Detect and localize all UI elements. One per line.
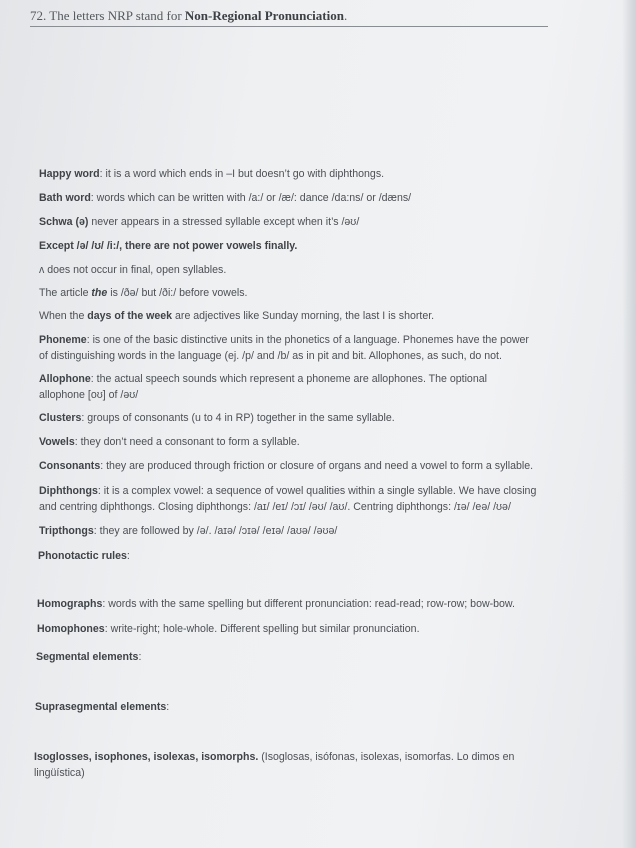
page-header bbox=[30, 6, 548, 27]
term: Diphthongs bbox=[39, 485, 98, 497]
definition: never appears in a stressed syllable except when it’s /əʊ/ bbox=[88, 216, 360, 228]
definition-line1: (Isoglosas, isófonas, isolexas, isomorfas. Lo dimos en bbox=[258, 751, 515, 763]
term: Homophones bbox=[37, 623, 105, 635]
definition: : words which can be written with /a:/ or /æ/: dance /da:ns/ or /dæns/ bbox=[90, 192, 412, 204]
definition-line2: allophone [oʊ] of /əʊ/ bbox=[39, 389, 139, 401]
definition: : they don’t need a consonant to form a syllable. bbox=[74, 436, 300, 448]
term: Vowels bbox=[39, 436, 75, 448]
note-except bbox=[39, 239, 297, 254]
definition: : words with the same spelling but different pronunciation: read-read; row-row; bow-bow. bbox=[102, 598, 515, 610]
note-suprasegmental-elements bbox=[35, 700, 169, 715]
definition: : write-right; hole-whole. Different spelling but similar pronunciation. bbox=[104, 623, 420, 635]
note-caret bbox=[39, 263, 226, 278]
note-bath-word bbox=[39, 191, 411, 206]
note-schwa bbox=[39, 215, 359, 230]
term: Tripthongs bbox=[39, 525, 94, 537]
prefix: When the bbox=[39, 310, 88, 322]
term: Homographs bbox=[37, 598, 103, 610]
definition: : bbox=[126, 550, 130, 562]
definition: Except /ə/ /ʊ/ /i:/, there are not power vowels finally. bbox=[39, 240, 298, 252]
definition: : groups of consonants (u to 4 in RP) together in the same syllable. bbox=[81, 412, 395, 424]
term: Suprasegmental elements bbox=[35, 701, 167, 713]
note-isoglosses bbox=[34, 749, 554, 781]
definition: are adjectives like Sunday morning, the last I is shorter. bbox=[172, 310, 435, 322]
term: Consonants bbox=[39, 460, 101, 472]
header-text: The letters NRP stand for bbox=[46, 8, 185, 23]
definition: : it is a word which ends in –I but doesn’t go with diphthongs. bbox=[99, 168, 385, 180]
term: days of the week bbox=[87, 310, 173, 322]
header-end: . bbox=[343, 8, 348, 23]
definition-line2: lingüística) bbox=[34, 767, 85, 779]
term: Schwa (ə) bbox=[39, 216, 89, 228]
term: Bath word bbox=[39, 192, 91, 204]
definition: ʌ does not occur in final, open syllables. bbox=[39, 264, 227, 276]
definition-line2: of distinguishing words in the language (ej. /p/ and /b/ as in pit and bit. Allophones, as such, do not. bbox=[39, 350, 502, 362]
term: Isoglosses, isophones, isolexas, isomorphs. bbox=[34, 751, 259, 763]
header-number: 72. bbox=[30, 8, 47, 23]
definition-line1: : is one of the basic distinctive units in the phonetics of a language. Phonemes have the power bbox=[86, 334, 529, 346]
definition: : they are produced through friction or closure of organs and need a vowel to form a syllable. bbox=[100, 460, 534, 472]
term: Segmental elements bbox=[36, 651, 139, 663]
definition: is /ðə/ but /ði:/ before vowels. bbox=[107, 287, 248, 299]
note-clusters bbox=[39, 411, 395, 426]
term: Phonotactic rules bbox=[38, 550, 127, 562]
note-days-of-week bbox=[39, 309, 434, 324]
definition: : bbox=[138, 651, 142, 663]
note-consonants bbox=[39, 459, 533, 474]
term: Allophone bbox=[39, 373, 91, 385]
term: Happy word bbox=[39, 168, 100, 180]
header-bold: Non-Regional Pronunciation bbox=[184, 8, 344, 23]
definition-line1: : the actual speech sounds which represent a phoneme are allophones. The optional bbox=[90, 373, 487, 385]
note-happy-word bbox=[39, 167, 384, 182]
note-segmental-elements bbox=[36, 650, 141, 665]
note-article bbox=[39, 286, 247, 301]
note-diphthongs bbox=[39, 483, 559, 515]
note-phoneme bbox=[39, 332, 559, 364]
term: Clusters bbox=[39, 412, 82, 424]
page-edge-shadow bbox=[622, 0, 636, 848]
note-allophone bbox=[39, 371, 559, 403]
note-tripthongs bbox=[39, 524, 337, 539]
note-homographs bbox=[37, 597, 515, 612]
note-vowels bbox=[39, 435, 300, 450]
term: Phoneme bbox=[39, 334, 87, 346]
term: the bbox=[91, 287, 108, 299]
note-homophones bbox=[37, 622, 420, 637]
definition: : they are followed by /ə/. /aɪə/ /ɔɪə/ /eɪə/ /aʊə/ /əʊə/ bbox=[93, 525, 338, 537]
prefix: The article bbox=[39, 287, 92, 299]
definition-line1: : it is a complex vowel: a sequence of vowel qualities within a single syllable. We have closing bbox=[97, 485, 537, 497]
definition-line2: and centring diphthongs. Closing diphthongs: /aɪ/ /eɪ/ /ɔɪ/ /əʊ/ /aʊ/. Centring diphthongs: /ɪə/ /eə/ /ʊə/ bbox=[39, 501, 511, 513]
note-phonotactic-rules bbox=[38, 549, 130, 564]
definition: : bbox=[166, 701, 170, 713]
